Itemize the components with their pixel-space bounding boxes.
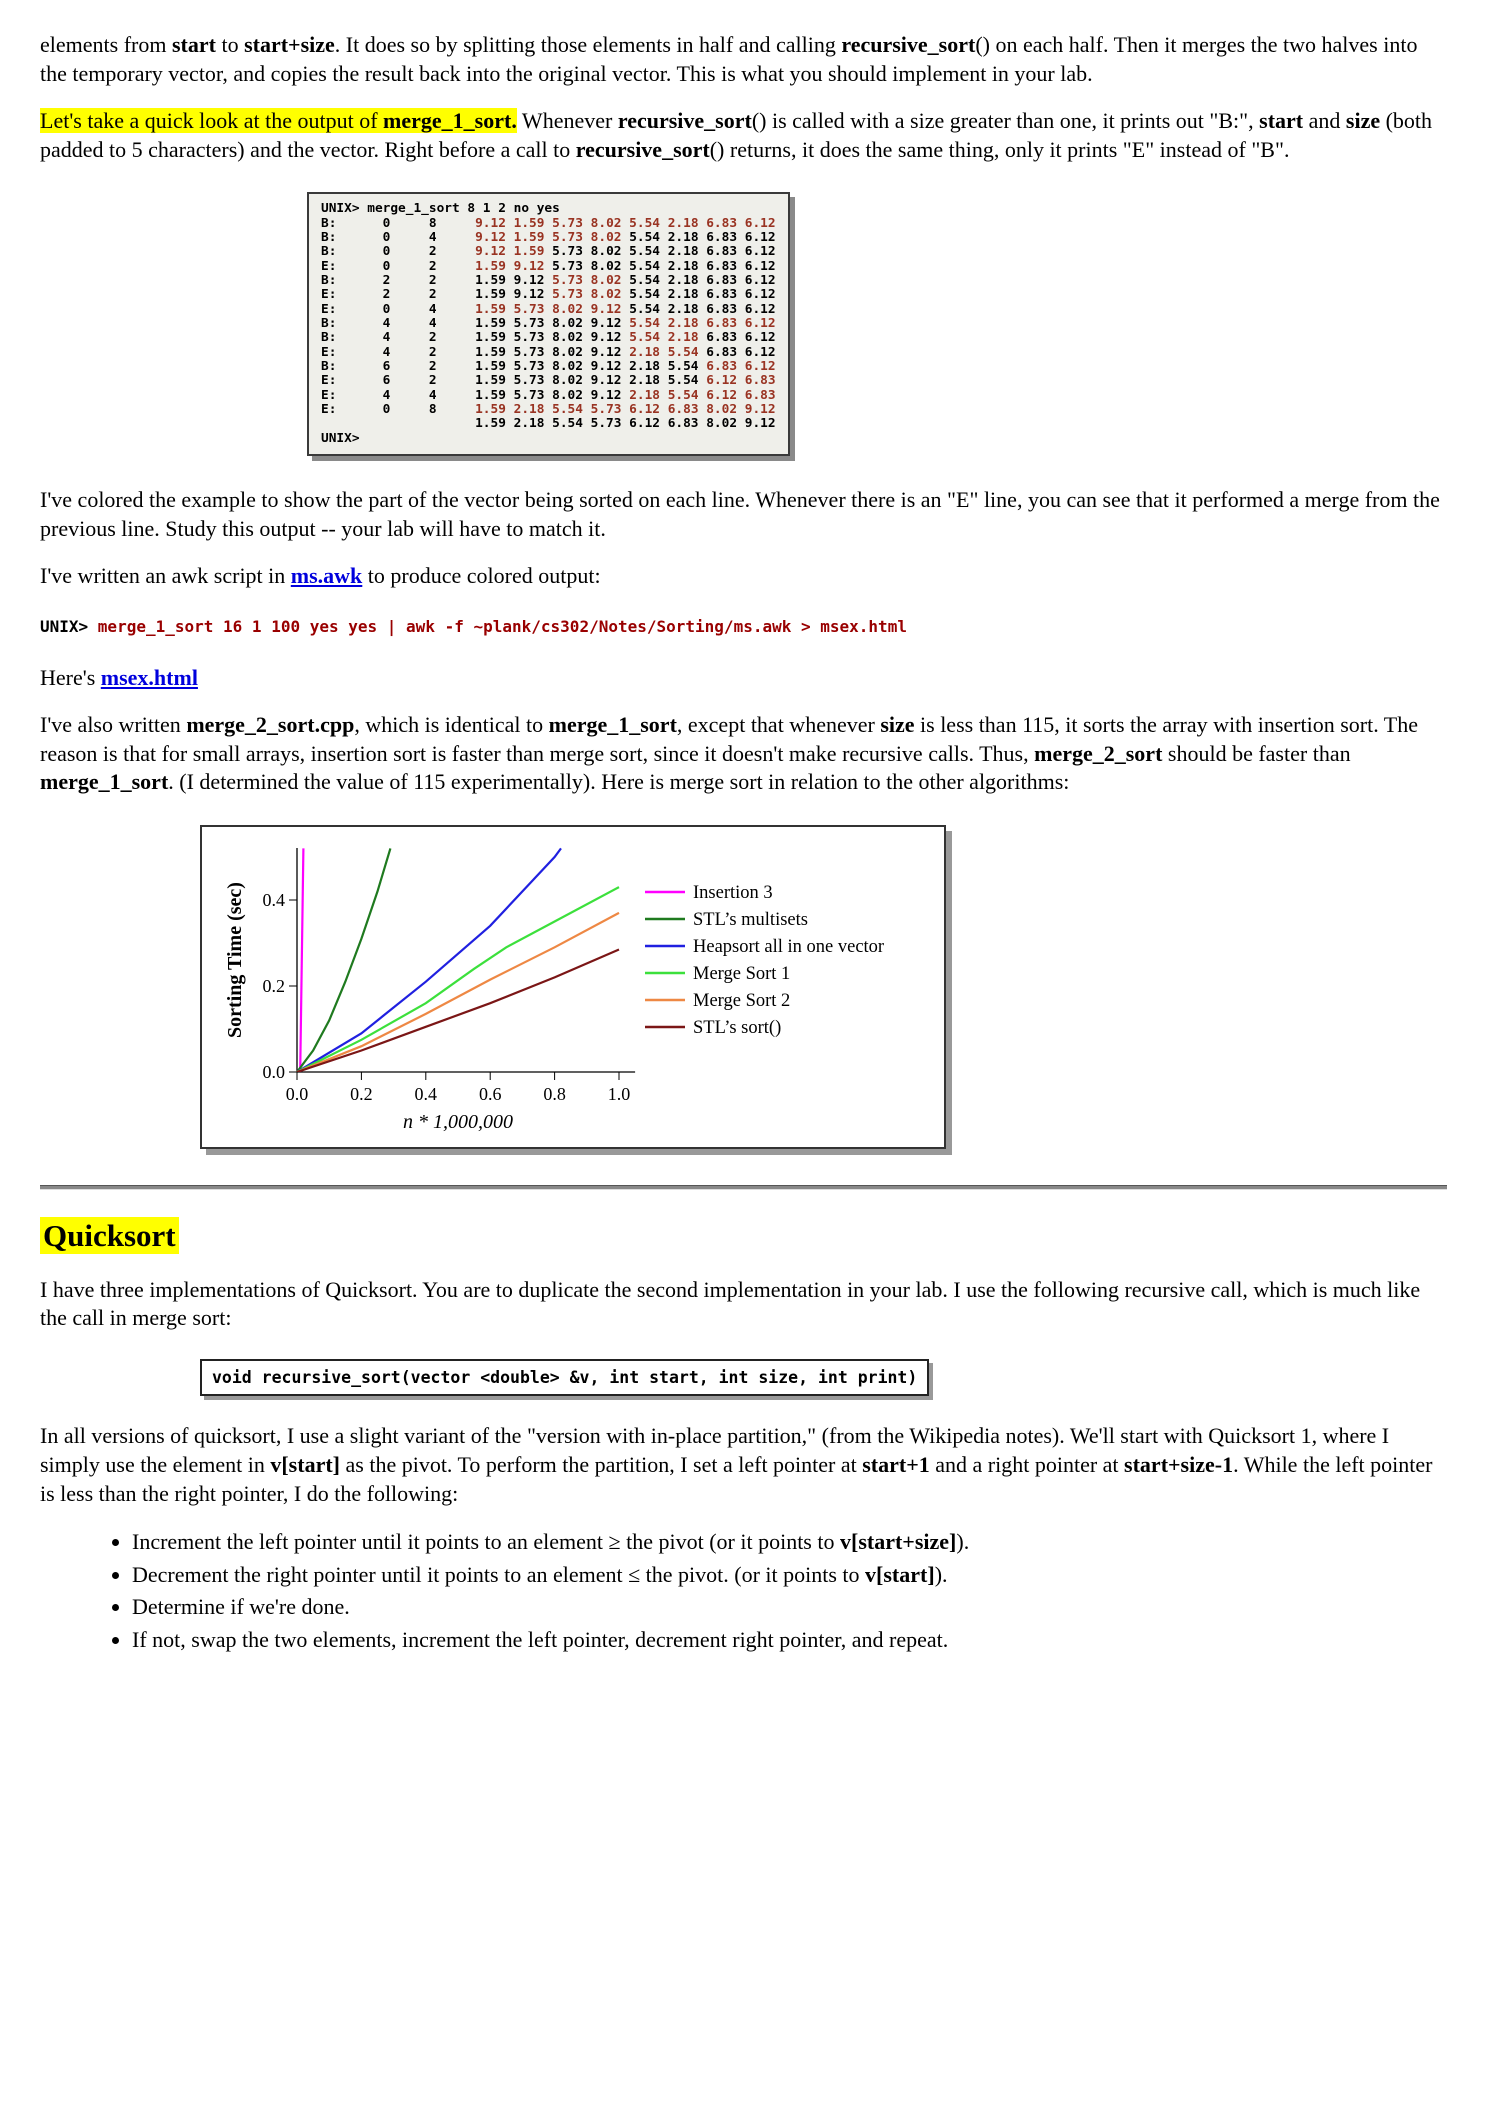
text-segment: E: 0 4 bbox=[321, 301, 476, 317]
text-segment: merge_2_sort bbox=[1034, 740, 1163, 766]
series-line bbox=[300, 848, 303, 1072]
text-segment: B: 0 8 bbox=[321, 215, 476, 231]
text-segment: 1.59 9.12 bbox=[475, 258, 545, 274]
text-segment: Whenever bbox=[516, 108, 618, 134]
text-segment: B: 2 2 1.59 9.12 bbox=[321, 273, 553, 289]
timing-chart-box bbox=[200, 825, 946, 1149]
section-divider bbox=[40, 1185, 1447, 1190]
legend-label: Insertion 3 bbox=[693, 882, 773, 903]
legend-label: STL’s multisets bbox=[693, 909, 808, 930]
text-segment: In all versions of quicksort, I use a slight variant of the "version with in-place partition," (from the Wikipedia notes). We'll start with Quicksort 1, where I simply use the element in bbox=[40, 1423, 1390, 1478]
text-segment: start+1 bbox=[862, 1452, 930, 1478]
legend-label: Merge Sort 1 bbox=[693, 963, 791, 984]
terminal-line bbox=[321, 260, 776, 274]
text-segment: UNIX> bbox=[321, 430, 360, 446]
text-segment: . It does so by splitting those elements in half and calling bbox=[334, 32, 842, 57]
terminal-line bbox=[321, 217, 776, 231]
quicksort-intro-paragraph bbox=[40, 1276, 1447, 1333]
text-segment: should be faster than bbox=[1162, 740, 1351, 766]
text-segment: 1.59 2.18 5.54 5.73 6.12 6.83 8.02 9.12 bbox=[321, 416, 776, 432]
x-tick-label: 0.6 bbox=[478, 1083, 502, 1104]
text-segment: v[start+size] bbox=[840, 1529, 957, 1555]
terminal-line bbox=[321, 331, 776, 345]
text-segment: I've also written bbox=[40, 712, 187, 738]
text-segment: Here's bbox=[40, 664, 101, 690]
text-segment: E: 0 2 bbox=[321, 258, 476, 274]
text-segment: I have three implementations of Quicksort. You are to duplicate the second implementation in your lab. I use the following recursive call, which is much like the call in merge sort: bbox=[40, 1276, 1421, 1331]
text-segment: , except that whenever bbox=[676, 712, 881, 738]
text-segment: and bbox=[1303, 108, 1346, 134]
text-segment: merge_1_sort 8 1 2 no yes bbox=[367, 201, 560, 217]
intro-paragraph bbox=[40, 31, 1447, 88]
awk-command-line bbox=[40, 617, 1447, 638]
text-segment: 2.18 5.54 bbox=[629, 344, 699, 360]
text-segment: merge_1_sort 16 1 100 yes yes | awk -f ~plank/cs302/Notes/Sorting/ms.awk > msex.html bbox=[97, 616, 907, 636]
text-segment: start+size bbox=[244, 32, 335, 57]
text-segment: E: 0 8 bbox=[321, 401, 476, 417]
text-segment: 9.12 1.59 5.73 8.02 bbox=[475, 230, 622, 246]
terminal-line bbox=[321, 288, 776, 302]
text-segment: B: 4 2 1.59 5.73 8.02 9.12 bbox=[321, 330, 630, 346]
merge-output-paragraph bbox=[40, 107, 1447, 164]
text-segment: UNIX> bbox=[40, 616, 98, 636]
msex-link-paragraph bbox=[40, 664, 1447, 693]
text-segment: B: 0 2 bbox=[321, 244, 476, 260]
text-segment: to bbox=[215, 32, 245, 57]
partition-paragraph bbox=[40, 1422, 1447, 1508]
text-segment: 2.18 5.54 6.12 6.83 bbox=[629, 387, 776, 403]
text-segment: E: 4 4 1.59 5.73 8.02 9.12 bbox=[321, 387, 630, 403]
terminal-line bbox=[321, 245, 776, 259]
terminal-line bbox=[321, 303, 776, 317]
text-segment: 9.12 1.59 bbox=[475, 244, 545, 260]
terminal-line bbox=[321, 274, 776, 288]
partition-step bbox=[132, 1593, 1447, 1622]
text-segment: ). bbox=[934, 1561, 948, 1587]
x-tick-label: 0.4 bbox=[414, 1083, 438, 1104]
text-segment: Let's take a quick look at the output of bbox=[40, 108, 384, 134]
terminal-line bbox=[321, 360, 776, 374]
recursive-sort-prototype-box bbox=[200, 1359, 929, 1396]
text-segment: , which is identical to bbox=[354, 712, 549, 738]
text-segment: start+size-1 bbox=[1124, 1452, 1234, 1478]
text-segment: 5.73 8.02 bbox=[552, 287, 622, 303]
x-tick-label: 1.0 bbox=[607, 1083, 631, 1104]
merge2-paragraph bbox=[40, 711, 1447, 797]
terminal-output-box bbox=[307, 192, 790, 456]
text-segment: 6.83 6.12 bbox=[698, 330, 776, 346]
partition-step bbox=[132, 1561, 1447, 1590]
text-segment: B: 6 2 1.59 5.73 8.02 9.12 2.18 5.54 bbox=[321, 358, 707, 374]
x-tick-label: 0.0 bbox=[285, 1083, 309, 1104]
text-segment: E: 4 2 1.59 5.73 8.02 9.12 bbox=[321, 344, 630, 360]
terminal-line bbox=[321, 317, 776, 331]
text-segment: 5.73 8.02 bbox=[552, 273, 622, 289]
terminal-line bbox=[321, 389, 776, 403]
text-segment: 6.83 6.12 bbox=[706, 358, 776, 374]
text-segment: size bbox=[1345, 108, 1381, 134]
legend-label: Merge Sort 2 bbox=[693, 990, 791, 1011]
msex-html-link[interactable]: msex.html bbox=[100, 664, 198, 690]
text-segment: Determine if we're done. bbox=[132, 1594, 350, 1620]
text-segment: is less than 115, it sorts the array with insertion sort. The reason is that for small arrays, insertion sort is faster than merge sort, since it doesn't make recursive calls. Thus, bbox=[40, 712, 1419, 766]
text-segment: () is called with a size greater than one, it prints out "B:", bbox=[751, 108, 1260, 134]
text-segment: 6.83 6.12 bbox=[698, 344, 776, 360]
text-segment: E: 2 2 1.59 9.12 bbox=[321, 287, 553, 303]
awk-script-paragraph bbox=[40, 562, 1447, 591]
text-segment: E: 6 2 1.59 5.73 8.02 9.12 2.18 5.54 bbox=[321, 373, 707, 389]
text-segment: B: 0 4 bbox=[321, 230, 476, 246]
legend-label: Heapsort all in one vector bbox=[693, 936, 885, 957]
text-segment: elements from bbox=[40, 32, 172, 57]
terminal-line bbox=[321, 202, 776, 216]
terminal-line bbox=[321, 346, 776, 360]
y-tick-label: 0.2 bbox=[262, 975, 285, 996]
colored-example-paragraph bbox=[40, 486, 1447, 543]
text-segment: 9.12 1.59 5.73 8.02 5.54 2.18 6.83 6.12 bbox=[475, 215, 776, 231]
quicksort-heading-text: Quicksort bbox=[40, 1217, 179, 1254]
text-segment: . While the left pointer is less than the right pointer, I do the following: bbox=[40, 1452, 1433, 1506]
text-segment: ). bbox=[956, 1529, 970, 1555]
sorting-time-chart-container bbox=[207, 832, 939, 1142]
recursive-sort-prototype: void recursive_sort(vector <double> &v, int start, int size, int print) bbox=[212, 1367, 918, 1387]
terminal-line bbox=[321, 231, 776, 245]
partition-step bbox=[132, 1528, 1447, 1557]
text-segment: 5.54 2.18 bbox=[629, 330, 699, 346]
text-segment: to produce colored output: bbox=[362, 563, 601, 589]
text-segment: recursive_sort bbox=[575, 136, 710, 162]
terminal-line bbox=[321, 417, 776, 431]
text-segment: recursive_sort bbox=[841, 32, 976, 57]
text-segment: 1.59 5.73 8.02 9.12 bbox=[475, 301, 622, 317]
text-segment: and a right pointer at bbox=[929, 1452, 1125, 1478]
sorting-time-chart bbox=[207, 832, 927, 1134]
terminal-line bbox=[321, 374, 776, 388]
text-segment: 5.54 2.18 6.83 6.12 bbox=[629, 316, 776, 331]
terminal-line bbox=[321, 432, 776, 446]
text-segment: 6.12 6.83 bbox=[706, 373, 776, 389]
x-tick-label: 0.8 bbox=[543, 1083, 566, 1104]
text-segment: recursive_sort bbox=[617, 108, 752, 134]
text-segment: merge_1_sort bbox=[40, 769, 169, 795]
ms-awk-link[interactable]: ms.awk bbox=[290, 563, 363, 589]
y-axis-title: Sorting Time (sec) bbox=[224, 881, 246, 1038]
text-segment: () on each half. Then it merges the two halves into the temporary vector, and copies the result back into the original vector. This is what you should implement in your lab. bbox=[40, 32, 1418, 86]
text-segment: Decrement the right pointer until it points to an element ≤ the pivot. (or it points to bbox=[132, 1561, 866, 1587]
text-segment: as the pivot. To perform the partition, I set a left pointer at bbox=[340, 1452, 863, 1478]
terminal-line bbox=[321, 403, 776, 417]
text-segment: v[start] bbox=[865, 1561, 935, 1587]
text-segment: Increment the left pointer until it points to an element ≥ the pivot (or it points to bbox=[132, 1529, 840, 1555]
x-axis-title: n * 1,000,000 bbox=[403, 1110, 513, 1133]
quicksort-heading bbox=[40, 1216, 1447, 1256]
text-segment: B: 4 4 1.59 5.73 8.02 9.12 bbox=[321, 316, 630, 331]
text-segment: 5.73 8.02 5.54 2.18 6.83 6.12 bbox=[544, 244, 776, 260]
text-segment: 5.73 8.02 5.54 2.18 6.83 6.12 bbox=[544, 258, 776, 274]
text-segment: I've written an awk script in bbox=[40, 563, 291, 589]
text-segment: 5.54 2.18 6.83 6.12 bbox=[621, 230, 776, 246]
text-segment: . (I determined the value of 115 experimentally). Here is merge sort in relation to the other algorithms: bbox=[168, 769, 1070, 795]
text-segment: start bbox=[1259, 108, 1304, 134]
text-segment: 5.54 2.18 6.83 6.12 bbox=[621, 273, 776, 289]
text-segment: UNIX> bbox=[321, 201, 368, 217]
text-segment: () returns, it does the same thing, only it prints "E" instead of "B". bbox=[709, 136, 1290, 162]
partition-steps-list bbox=[40, 1528, 1447, 1654]
text-segment: I've colored the example to show the part of the vector being sorted on each line. Whenever there is an "E" line, you can see that it performed a merge from the previous line. Study this output -- your lab will have to match it. bbox=[40, 486, 1440, 541]
text-segment: start bbox=[171, 32, 216, 57]
terminal-output bbox=[321, 202, 776, 446]
text-segment: merge_1_sort. bbox=[383, 108, 517, 134]
x-tick-label: 0.2 bbox=[350, 1083, 373, 1104]
text-segment: merge_2_sort.cpp bbox=[186, 712, 355, 738]
text-segment: merge_1_sort bbox=[548, 712, 677, 738]
legend-label: STL’s sort() bbox=[693, 1017, 782, 1038]
text-segment: 1.59 2.18 5.54 5.73 6.12 6.83 8.02 9.12 bbox=[475, 401, 776, 417]
text-segment: 5.54 2.18 6.83 6.12 bbox=[621, 287, 776, 303]
partition-step bbox=[132, 1626, 1447, 1655]
text-segment: If not, swap the two elements, increment the left pointer, decrement right pointer, and repeat. bbox=[132, 1626, 949, 1652]
y-tick-label: 0.4 bbox=[262, 889, 285, 910]
text-segment: 5.54 2.18 6.83 6.12 bbox=[621, 301, 776, 317]
text-segment: size bbox=[880, 712, 915, 738]
series-line bbox=[297, 848, 561, 1072]
text-segment: v[start] bbox=[270, 1452, 340, 1478]
text-segment: (both padded to 5 characters) and the vector. Right before a call to bbox=[40, 108, 1433, 162]
y-tick-label: 0.0 bbox=[262, 1061, 285, 1082]
